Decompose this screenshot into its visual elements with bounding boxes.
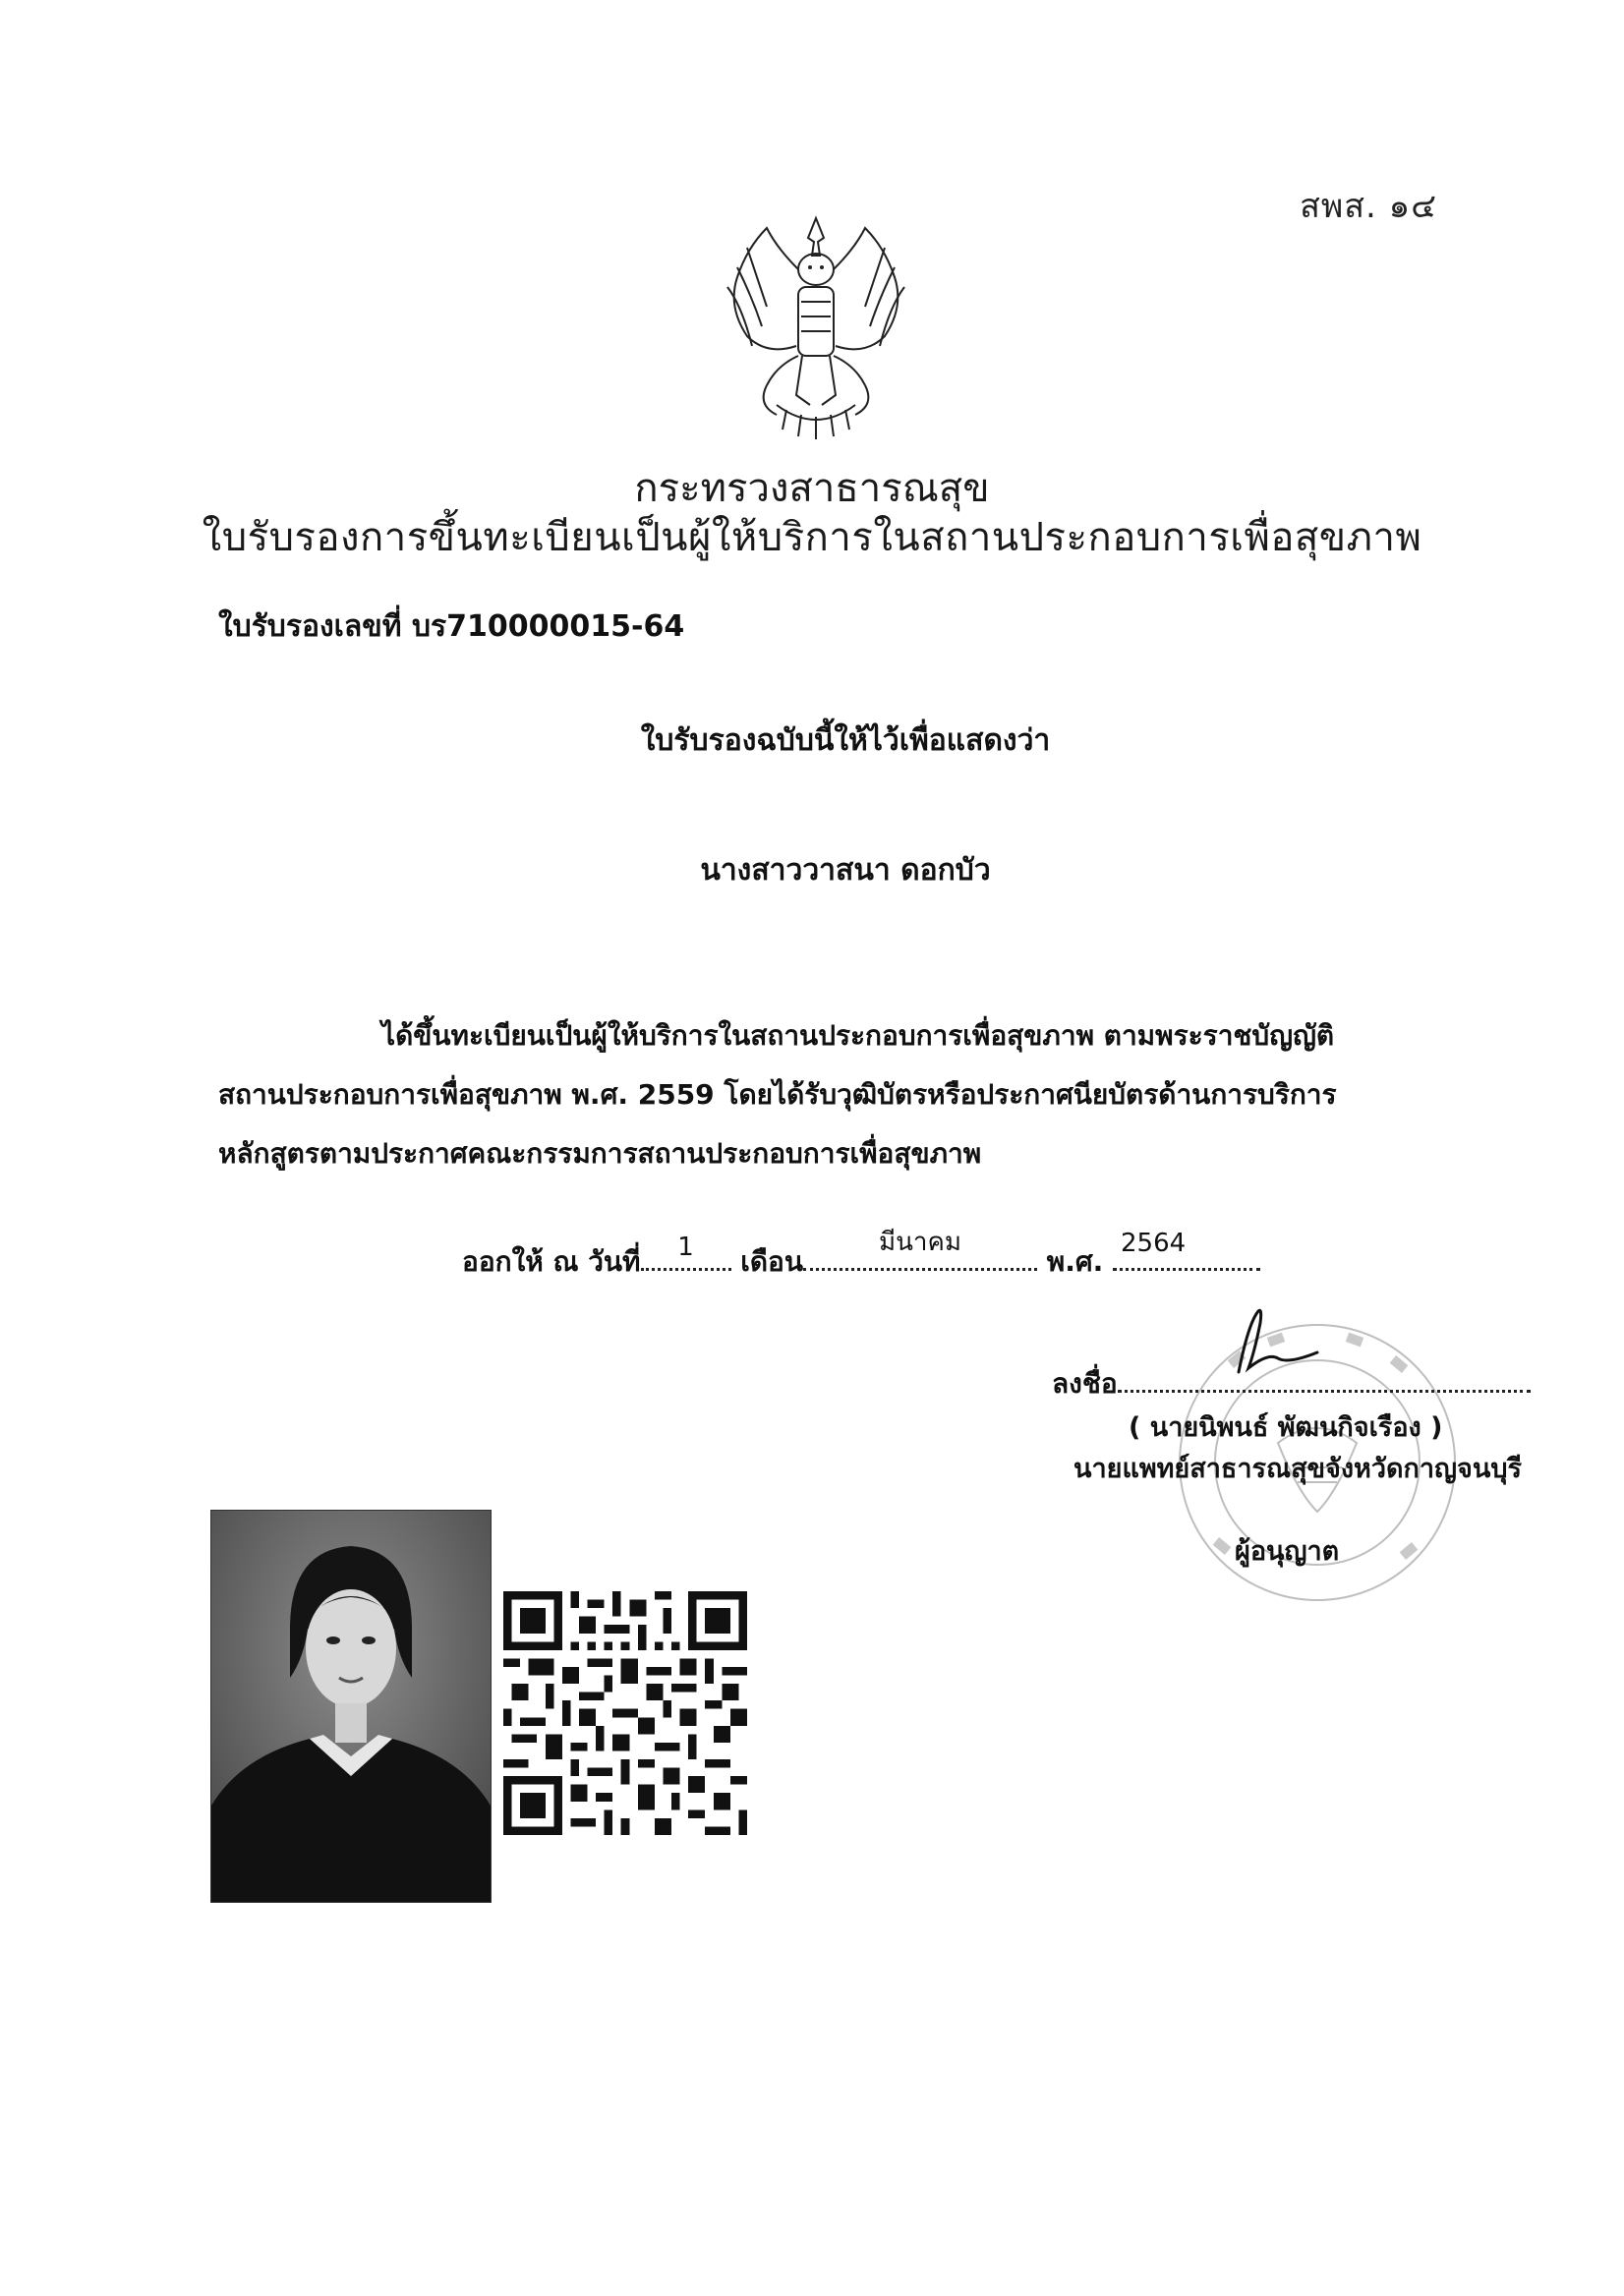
body-line-2: สถานประกอบการเพื่อสุขภาพ พ.ศ. 2559 โดยได้รับวุฒิบัตรหรือประกาศนียบัตรด้านการบริการ	[218, 1078, 1337, 1111]
holder-photo-icon	[211, 1511, 491, 1902]
certificate-number-label: ใบรับรองเลขที่	[218, 609, 402, 644]
issue-prefix: ออกให้ ณ วันที่	[462, 1245, 641, 1278]
body-line-1: ได้ขึ้นทะเบียนเป็นผู้ให้บริการในสถานประกอบการเพื่อสุขภาพ ตามพระราชบัญญัติ	[381, 1019, 1335, 1052]
holder-name: นางสาววาสนา ดอกบัว	[700, 853, 991, 888]
intro-text: ใบรับรองฉบับนี้ให้ไว้เพื่อแสดงว่า	[640, 723, 1051, 758]
ministry-name: กระทรวงสาธารณสุข	[634, 466, 990, 511]
signatory-name: ( นายนิพนธ์ พัฒนกิจเรือง )	[1129, 1412, 1443, 1443]
signature-field	[1118, 1370, 1531, 1393]
qr-code-icon	[503, 1588, 747, 1838]
issue-year-label: พ.ศ.	[1046, 1245, 1104, 1278]
issue-date-line	[462, 1228, 1260, 1284]
issue-day-field	[641, 1233, 731, 1271]
issue-day: 1	[677, 1233, 694, 1262]
issue-year-field	[1113, 1229, 1260, 1271]
garuda-emblem-icon	[708, 208, 924, 444]
document-title: ใบรับรองการขึ้นทะเบียนเป็นผู้ให้บริการในสถานประกอบการเพื่อสุขภาพ	[202, 515, 1422, 560]
issue-year: 2564	[1121, 1229, 1187, 1258]
issue-month-label: เดือน	[740, 1245, 803, 1278]
signatory-role: ผู้อนุญาต	[1235, 1536, 1340, 1567]
body-line-3: หลักสูตรตามประกาศคณะกรรมการสถานประกอบการเพื่อสุขภาพ	[218, 1137, 982, 1170]
issue-month: มีนาคม	[878, 1228, 961, 1257]
signature-label: ลงชื่อ	[1052, 1367, 1118, 1400]
form-code: สพส. ๑๔	[1300, 187, 1437, 226]
certificate-number	[218, 603, 684, 650]
holder-photo	[210, 1510, 492, 1903]
signatory-position: นายแพทย์สาธารณสุขจังหวัดกาญจนบุรี	[1073, 1454, 1522, 1484]
issue-month-field	[803, 1228, 1037, 1271]
certificate-number-value: บร710000015-64	[412, 609, 685, 644]
signature-line	[1052, 1362, 1531, 1406]
